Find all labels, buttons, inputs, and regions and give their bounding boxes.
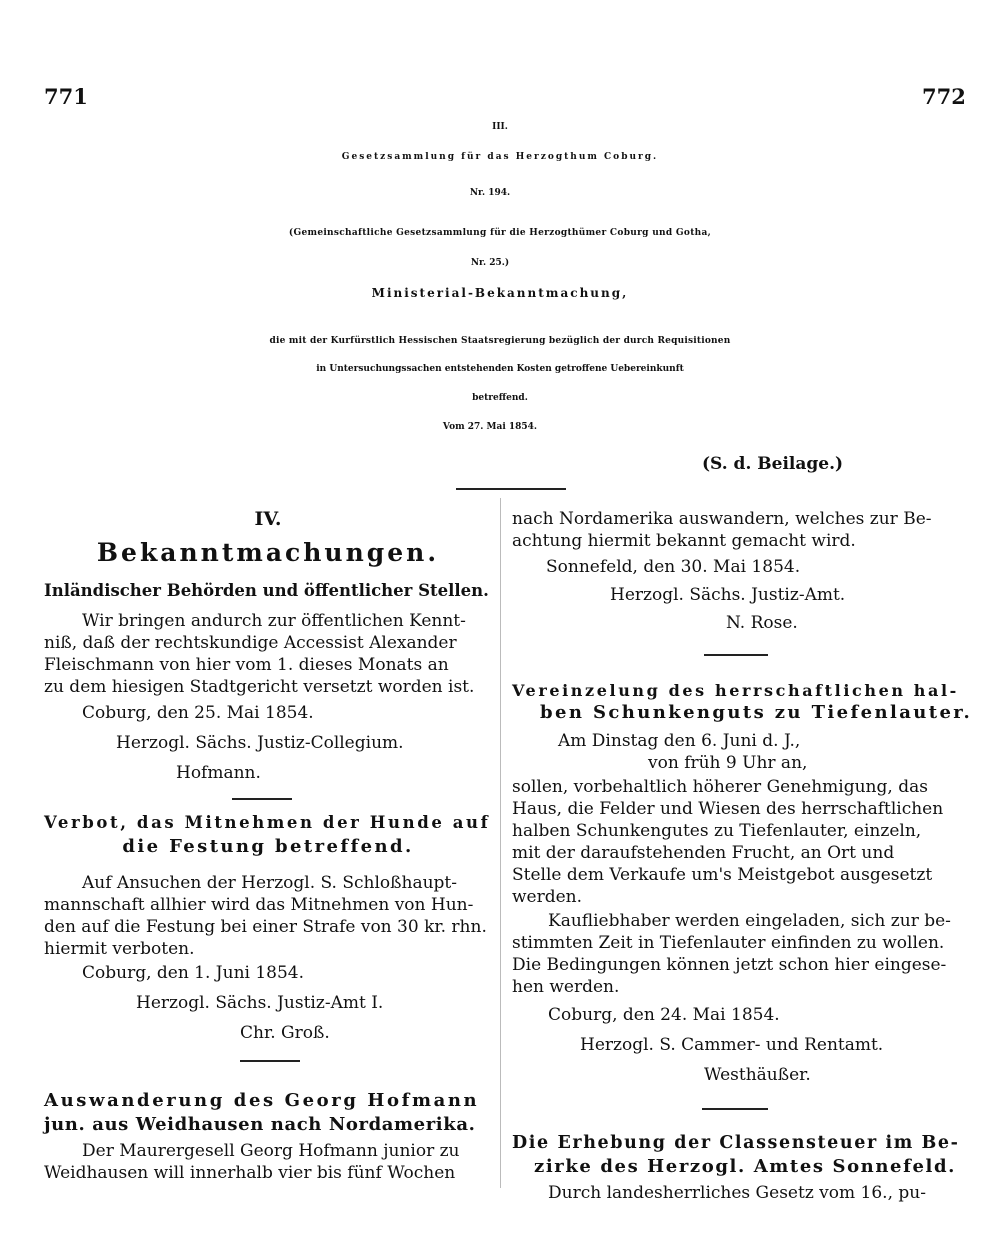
notice1-line: Wir bringen andurch zur öffentlichen Kennt-	[82, 611, 466, 631]
notice3-line: Weidhausen will innerhalb vier bis fünf Wochen	[44, 1163, 456, 1183]
notice2-authority: Herzogl. Sächs. Justiz-Amt I.	[136, 993, 384, 1013]
notice1-line: Fleischmann von hier vom 1. dieses Monats an	[44, 655, 449, 675]
gazette-number: Nr. 194.	[469, 188, 511, 198]
description-line1: die mit der Kurfürstlich Hessischen Staatsregierung bezüglich der durch Requisitionen	[269, 336, 731, 346]
notice-divider	[702, 1108, 768, 1110]
notice1-signature: Hofmann.	[176, 763, 261, 783]
right-notice3-line: Durch landesherrliches Gesetz vom 16., pu-	[548, 1183, 926, 1203]
right-notice2-date2: von früh 9 Uhr an,	[648, 753, 808, 773]
gazette-title: Gesetzsammlung für das Herzogthum Coburg.	[341, 152, 659, 162]
description-line3: betreffend.	[472, 393, 528, 403]
right-notice2-line: halben Schunkengutes zu Tiefenlauter, einzeln,	[512, 821, 922, 841]
right-notice2-line: Haus, die Felder und Wiesen des herrschaftlichen	[512, 799, 944, 819]
notice2-place-date: Coburg, den 1. Juni 1854.	[82, 963, 305, 983]
right-notice1-place-date: Sonnefeld, den 30. Mai 1854.	[546, 557, 801, 577]
notice-divider	[240, 1060, 300, 1062]
right-notice2-authority: Herzogl. S. Cammer- und Rentamt.	[580, 1035, 884, 1055]
notice2-signature: Chr. Groß.	[240, 1023, 330, 1043]
right-notice3-title-line1: Die Erhebung der Classensteuer im Be-	[512, 1133, 960, 1153]
right-notice2-title-line2: ben Schunkenguts zu Tiefenlauter.	[540, 702, 973, 723]
notice-divider	[704, 654, 768, 656]
right-notice2-line: sollen, vorbehaltlich höherer Genehmigung, das	[512, 777, 928, 797]
section-roman-iv: IV.	[254, 508, 282, 530]
right-notice2-signature: Westhäußer.	[704, 1065, 811, 1085]
description-line2: in Untersuchungssachen entstehenden Kosten getroffene Uebereinkunft	[316, 364, 684, 374]
notice1-line: zu dem hiesigen Stadtgericht versetzt worden ist.	[44, 677, 475, 697]
right-notice2-line2: stimmten Zeit in Tiefenlauter einfinden zu wollen.	[512, 933, 945, 953]
beilage-note: (S. d. Beilage.)	[702, 454, 844, 474]
notice1-place-date: Coburg, den 25. Mai 1854.	[82, 703, 314, 723]
right-notice2-title-line1: Vereinzelung des herrschaftlichen hal-	[512, 681, 959, 700]
page-number-left: 771	[44, 84, 88, 109]
notice1-line: niß, daß der rechtskundige Accessist Alexander	[44, 633, 457, 653]
bekanntmachungen-heading: Bekanntmachungen.	[96, 538, 440, 567]
right-notice1-authority: Herzogl. Sächs. Justiz-Amt.	[610, 585, 846, 605]
decree-date: Vom 27. Mai 1854.	[442, 422, 538, 432]
right-notice3-title-line2: zirke des Herzogl. Amtes Sonnefeld.	[534, 1156, 956, 1177]
right-notice2-line2: hen werden.	[512, 977, 620, 997]
header-divider	[456, 488, 566, 490]
section-roman-iii: III.	[492, 122, 508, 132]
right-notice2-line2: Die Bedingungen können jetzt schon hier eingese-	[512, 955, 947, 975]
notice2-line: den auf die Festung bei einer Strafe von 30 kr. rhn.	[44, 917, 487, 937]
right-notice2-line: werden.	[512, 887, 583, 907]
gazette-subtitle-line1: (Gemeinschaftliche Gesetzsammlung für die Herzogthümer Coburg und Gotha,	[288, 228, 712, 238]
right-notice1-line: nach Nordamerika auswandern, welches zur Be-	[512, 509, 932, 529]
right-notice2-line: mit der daraufstehenden Frucht, an Ort und	[512, 843, 895, 863]
notice3-title-line2: jun. aus Weidhausen nach Nordamerika.	[44, 1114, 476, 1135]
notice2-title-line2: die Festung betreffend.	[122, 836, 414, 857]
notice2-line: mannschaft allhier wird das Mitnehmen von Hun-	[44, 895, 474, 915]
inland-subheading: Inländischer Behörden und öffentlicher Stellen.	[44, 581, 489, 600]
main-heading: Ministerial-Bekanntmachung,	[371, 286, 629, 300]
notice-divider	[232, 798, 292, 800]
notice3-line: Der Maurergesell Georg Hofmann junior zu	[82, 1141, 460, 1161]
notice1-authority: Herzogl. Sächs. Justiz-Collegium.	[116, 733, 404, 753]
right-notice2-date1: Am Dinstag den 6. Juni d. J.,	[558, 731, 801, 751]
right-notice2-place-date: Coburg, den 24. Mai 1854.	[548, 1005, 780, 1025]
notice2-line: hiermit verboten.	[44, 939, 195, 959]
notice2-line: Auf Ansuchen der Herzogl. S. Schloßhaupt-	[82, 873, 457, 893]
right-notice1-signature: N. Rose.	[726, 613, 798, 633]
right-notice1-line: achtung hiermit bekannt gemacht wird.	[512, 531, 856, 551]
page-number-right: 772	[922, 84, 966, 109]
right-notice2-line: Stelle dem Verkaufe um's Meistgebot ausgesetzt	[512, 865, 933, 885]
right-notice2-line2: Kaufliebhaber werden eingeladen, sich zur be-	[548, 911, 951, 931]
notice3-title-line1: Auswanderung des Georg Hofmann	[44, 1090, 480, 1111]
column-divider	[500, 498, 501, 1188]
gazette-subtitle-line2: Nr. 25.)	[470, 258, 510, 268]
notice2-title-line1: Verbot, das Mitnehmen der Hunde auf	[44, 813, 491, 832]
